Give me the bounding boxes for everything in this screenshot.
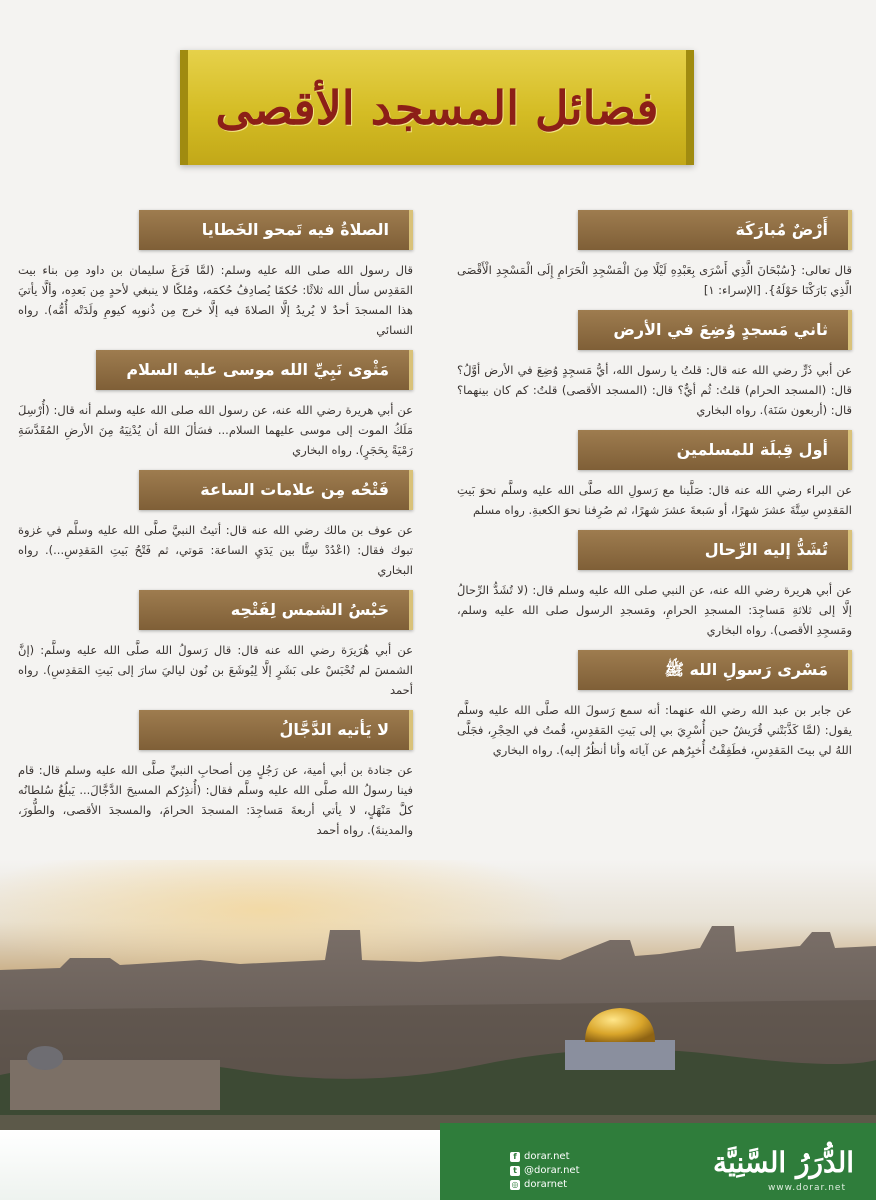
instagram-icon: ◎ bbox=[511, 1180, 519, 1189]
section-body: عن جابر بن عبد الله رضي الله عنهما: أنه سمع رَسولَ الله صلَّى الله عليه وسلَّم يقول: (لمَّا كَذَّبَتْني قُرَيشٌ حين أُسْرِيَ بي إلى بَيتِ المَقدِسِ، قُمتُ في الحِجْرِ، فجَلَّى اللهُ لي بيتَ المَقدِسِ، فطَفِقْتُ أُخبِرُهم عن آياته وأنا أنظُرُ إليه). رواه البخاري bbox=[457, 703, 852, 757]
facebook-icon: f bbox=[510, 1152, 520, 1162]
twitter-icon: t bbox=[510, 1166, 520, 1176]
social-twitter[interactable]: t @dorar.net bbox=[510, 1164, 580, 1178]
section-first-qibla bbox=[457, 430, 852, 520]
dome-base bbox=[565, 1040, 675, 1070]
section-heading: تُشَدُّ إليه الرِّحال bbox=[578, 530, 852, 570]
social-facebook[interactable]: f dorar.net bbox=[510, 1150, 580, 1164]
section-body: قال تعالى: {سُبْحَانَ الَّذِي أَسْرَى بِعَبْدِهِ لَيْلًا مِنَ الْمَسْجِدِ الْحَرَامِ إِلَى الْمَسْجِدِ الْأَقْصَى الَّذِي بَارَكْنَا حَوْلَهُ}. [الإسراء: ١] bbox=[457, 263, 852, 297]
brand-logo[interactable]: الدُّرَرُ السَّنِيَّة bbox=[713, 1146, 854, 1179]
left-column bbox=[18, 210, 413, 850]
section-heading: حَبْسُ الشمس لِفَتْحِه bbox=[139, 590, 413, 630]
section-dajjal bbox=[18, 710, 413, 840]
section-signs bbox=[18, 470, 413, 580]
section-body: عن أبي ذَرٍّ رضي الله عنه قال: قلتُ يا رسول الله، أيُّ مَسجِدٍ وُضِعَ في الأرض أوَّلُ؟ قال: (المسجد الحرام) قلتُ: ثُم أيٌّ؟ قال: (المسجد الأقصى) قلتُ: كم كان بينهما؟ قال: (أربعون سَنَة). رواه البخاري bbox=[457, 363, 852, 417]
section-body: عن البراء رضي الله عنه قال: صَلَّينا مع رَسولِ الله صلَّى الله عليه وسلَّم نحوَ بَيتِ المَقدِسِ سِتَّةَ عشرَ شهرًا، أو سَبعةَ عشرَ شهرًا، ثم صُرِفنا نحوَ الكعبةِ. رواه مسلم bbox=[457, 483, 852, 517]
section-body: عن أبي هُرَيرَة رضي الله عنه قال: قال رَسولُ الله صلَّى الله عليه وسلَّم: (إنَّ الشمسَ لم تُحْبَسْ على بَشَرٍ إلَّا لِيُوشَعَ بن نُون لياليَ سارَ إلى بَيتِ المَقدِسِ). رواه أحمد bbox=[18, 643, 413, 697]
section-body: عن جنادة بن أبي أمية، عن رَجُلٍ مِن أصحابِ النبيِّ صلَّى الله عليه وسلم قال: قام فينا رسولُ الله صلَّى الله عليه وسلَّم فقال: (أُنذِرُكم المسيحَ الدَّجَّالَ... يَبلُغُ سُلطانُه كلَّ مَنْهَلٍ، لا يأتي أربعةَ مَساجِدَ: المسجدَ الحرامَ، والمسجدَ الأقصى، والطُّورَ، والمدينةَ). رواه أحمد bbox=[18, 763, 413, 837]
social-instagram[interactable]: ◎ dorarnet bbox=[511, 1179, 568, 1190]
title-banner bbox=[180, 50, 694, 165]
section-isra bbox=[457, 650, 852, 760]
section-heading: مَثْوى نَبِيِّ الله موسى عليه السلام bbox=[96, 350, 413, 390]
page-title: فضائل المسجد الأقصى bbox=[215, 80, 659, 135]
grey-dome bbox=[27, 1046, 63, 1070]
section-body: عن أبي هريرة رضي الله عنه، عن رسول الله صلى الله عليه وسلم أنه قال: (أُرْسِلَ مَلَكُ الموت إلى موسى عليهما السلام... فسَألَ اللهَ أن يُدْنِيَهُ مِنَ الأرضِ المُقَدَّسَةِ رَمْيَةً بِحَجَرٍ). رواه البخاري bbox=[18, 403, 413, 457]
section-body: عن عوف بن مالك رضي الله عنه قال: أتيتُ النبيَّ صلَّى الله عليه وسلَّم في غزوة تبوك فقال: (اعْدُدْ سِتًّا بين يَدَيِ الساعة: مَوتي، ثم فَتْحُ بَيتِ المَقدِسِ...). رواه البخاري bbox=[18, 523, 413, 577]
section-body: قال رسول الله صلى الله عليه وسلم: (لمَّا فَرَغَ سليمان بن داود مِن بناء بيت المَقدِس سأل الله ثلاثًا: حُكمًا يُصادِفُ حُكمَه، ومُلكًا لا ينبغي لأحدٍ مِن بَعدِه، وألَّا يأتيَ هذا المسجدَ أحدٌ لا يُريدُ إلَّا الصلاةَ فيه إلَّا خرج مِن ذُنوبِه كيومِ ولَدَتْه أُمُّه). رواه النسائي bbox=[18, 263, 413, 337]
section-heading: أَرْضٌ مُبارَكَة bbox=[578, 210, 852, 250]
social-links bbox=[510, 1150, 580, 1192]
section-travel bbox=[457, 530, 852, 640]
section-body: عن أبي هريرة رضي الله عنه، عن النبي صلى الله عليه وسلم قال: (لا تُشَدُّ الرِّحالُ إلَّا إلى ثلاثةِ مَساجِدَ: المسجدِ الحرامِ، ومَسجدِ الرسول صلى الله عليه وسلم، ومَسجِدِ الأقصى). رواه البخاري bbox=[457, 583, 852, 637]
section-sun bbox=[18, 590, 413, 700]
section-heading: لا يَأتيه الدَّجَّالُ bbox=[139, 710, 413, 750]
section-musa bbox=[18, 350, 413, 460]
section-prayer bbox=[18, 210, 413, 340]
section-second-mosque bbox=[457, 310, 852, 420]
section-heading: مَسْرى رَسولِ الله ﷺ bbox=[578, 650, 852, 690]
section-heading: فَتْحُه مِن علامات الساعة bbox=[139, 470, 413, 510]
section-heading: ثاني مَسجدٍ وُضِعَ في الأرض bbox=[578, 310, 852, 350]
section-blessed-land bbox=[457, 210, 852, 300]
section-heading: الصلاةُ فيه تَمحو الخَطايا bbox=[139, 210, 413, 250]
brand-url[interactable]: www.dorar.net bbox=[767, 1183, 846, 1193]
right-column bbox=[457, 210, 852, 770]
section-heading: أول قِبلَة للمسلمين bbox=[578, 430, 852, 470]
